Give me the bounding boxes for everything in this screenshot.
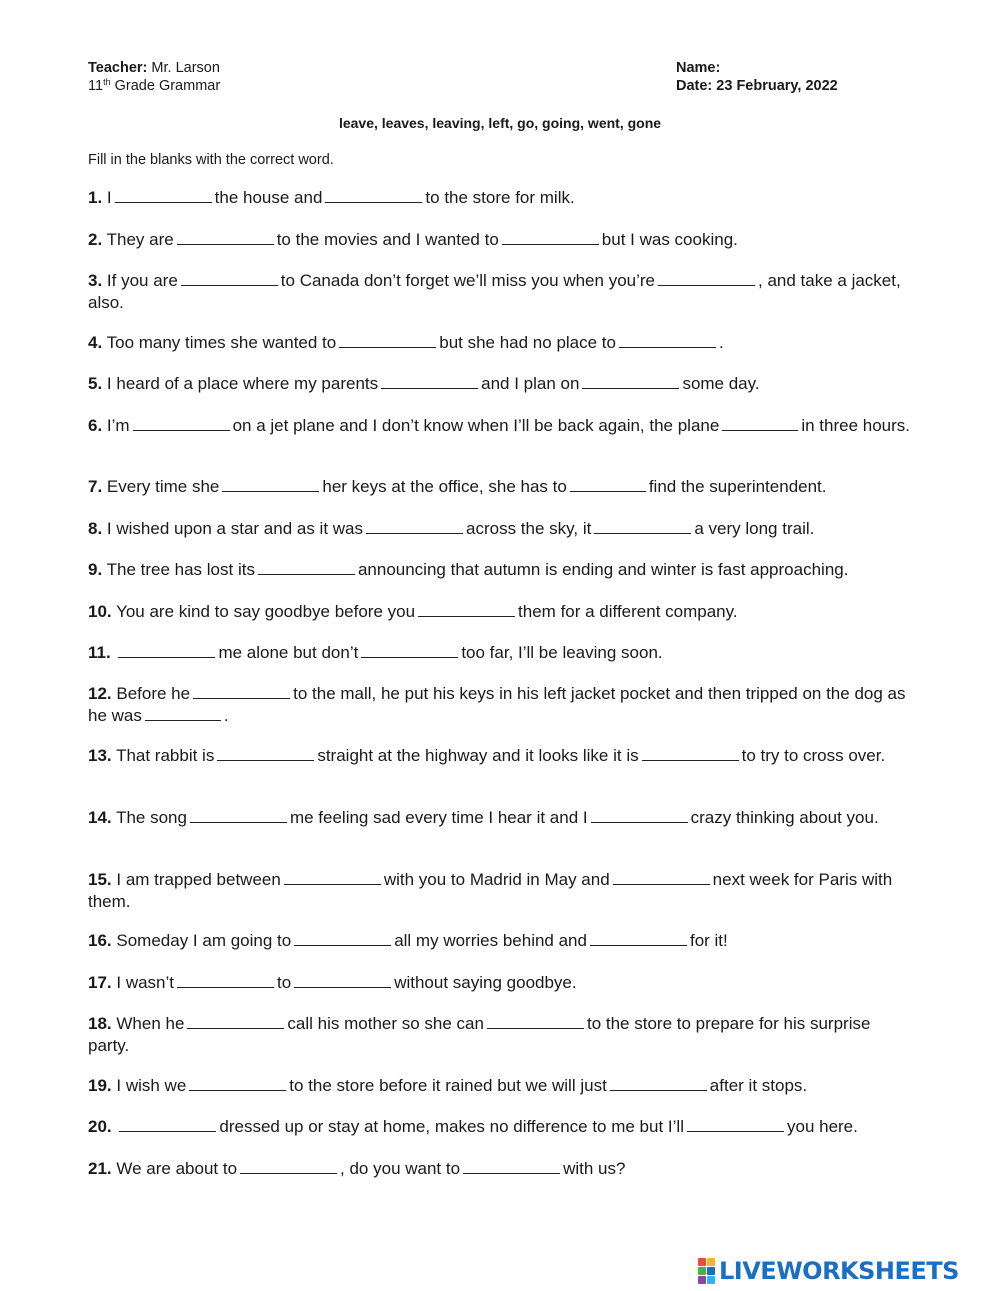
answer-blank[interactable] bbox=[294, 930, 391, 946]
teacher-info bbox=[88, 59, 220, 95]
answer-blank[interactable] bbox=[418, 601, 515, 617]
question-text: next week for Paris with them. bbox=[88, 870, 893, 911]
answer-blank[interactable] bbox=[294, 972, 391, 988]
date-label: Date: 23 February, 2022 bbox=[676, 78, 838, 94]
answer-blank[interactable] bbox=[193, 683, 290, 699]
question-text: in three hours. bbox=[801, 416, 911, 435]
answer-blank[interactable] bbox=[177, 229, 274, 245]
question-item bbox=[88, 601, 910, 623]
question-number: 16. bbox=[88, 931, 112, 950]
question-text: call his mother so she can bbox=[287, 1014, 484, 1033]
question-number: 11. bbox=[88, 643, 111, 662]
question-text: to the store to prepare for his surprise party. bbox=[88, 1014, 871, 1055]
question-text: Before he bbox=[116, 684, 191, 703]
grade-suffix: th bbox=[103, 77, 111, 87]
question-text: to the movies and I wanted to bbox=[276, 230, 499, 249]
question-number: 10. bbox=[88, 602, 112, 621]
question-text: crazy thinking about you. bbox=[690, 808, 879, 827]
logo-mark-icon bbox=[698, 1258, 715, 1284]
question-text: all my worries behind and bbox=[394, 931, 587, 950]
answer-blank[interactable] bbox=[177, 972, 274, 988]
answer-blank[interactable] bbox=[381, 373, 478, 389]
question-text: When he bbox=[116, 1014, 185, 1033]
answer-blank[interactable] bbox=[258, 559, 355, 575]
answer-blank[interactable] bbox=[590, 930, 687, 946]
answer-blank[interactable] bbox=[222, 476, 319, 492]
question-item bbox=[88, 415, 910, 437]
question-number: 20. bbox=[88, 1117, 112, 1136]
question-text: I wasn’t bbox=[116, 973, 175, 992]
question-number: 15. bbox=[88, 870, 112, 889]
logo-square bbox=[698, 1276, 706, 1284]
question-text: across the sky, it bbox=[466, 519, 592, 538]
answer-blank[interactable] bbox=[325, 187, 422, 203]
question-text: , and take a jacket, also. bbox=[88, 271, 901, 312]
question-text: her keys at the office, she has to bbox=[322, 477, 567, 496]
answer-blank[interactable] bbox=[366, 518, 463, 534]
worksheet-title: leave, leaves, leaving, left, go, going, went, gone bbox=[338, 115, 662, 131]
question-item bbox=[88, 972, 910, 994]
question-text: to the store before it rained but we will just bbox=[289, 1076, 607, 1095]
question-item bbox=[88, 930, 910, 952]
question-text: and I plan on bbox=[481, 374, 580, 393]
question-item bbox=[88, 518, 910, 540]
question-number: 1. bbox=[88, 188, 103, 207]
answer-blank[interactable] bbox=[463, 1158, 560, 1174]
answer-blank[interactable] bbox=[133, 415, 230, 431]
question-item bbox=[88, 683, 910, 727]
question-item bbox=[88, 187, 910, 209]
question-text: to bbox=[277, 973, 292, 992]
question-number: 19. bbox=[88, 1076, 112, 1095]
logo-square bbox=[698, 1258, 706, 1266]
question-text: on a jet plane and I don’t know when I’ll be back again, the plane bbox=[232, 416, 720, 435]
question-text: with us? bbox=[563, 1159, 626, 1178]
question-text: , do you want to bbox=[340, 1159, 461, 1178]
question-item bbox=[88, 807, 910, 829]
question-text: too far, I’ll be leaving soon. bbox=[461, 643, 663, 662]
grade-number: 11 bbox=[88, 78, 104, 94]
question-text: to try to cross over. bbox=[741, 746, 886, 765]
logo-square bbox=[707, 1267, 715, 1275]
logo-text: LIVEWORKSHEETS bbox=[719, 1257, 959, 1285]
question-text: Too many times she wanted to bbox=[106, 333, 337, 352]
question-text: We are about to bbox=[116, 1159, 238, 1178]
question-text: I bbox=[106, 188, 112, 207]
answer-blank[interactable] bbox=[284, 869, 381, 885]
question-number: 12. bbox=[88, 684, 112, 703]
answer-blank[interactable] bbox=[722, 415, 798, 431]
question-item bbox=[88, 1116, 910, 1138]
answer-blank[interactable] bbox=[361, 642, 458, 658]
question-text: They are bbox=[106, 230, 174, 249]
answer-blank[interactable] bbox=[189, 1075, 286, 1091]
question-number: 13. bbox=[88, 746, 112, 765]
question-item bbox=[88, 1075, 910, 1097]
question-text: some day. bbox=[682, 374, 760, 393]
logo-square bbox=[707, 1258, 715, 1266]
teacher-name: Mr. Larson bbox=[151, 60, 220, 76]
liveworksheets-logo bbox=[698, 1258, 959, 1284]
question-text: me feeling sad every time I hear it and I bbox=[289, 808, 588, 827]
question-number: 2. bbox=[88, 230, 103, 249]
instructions: Fill in the blanks with the correct word. bbox=[88, 152, 334, 168]
question-number: 4. bbox=[88, 333, 103, 352]
answer-blank[interactable] bbox=[181, 270, 278, 286]
question-item bbox=[88, 476, 910, 498]
answer-blank[interactable] bbox=[610, 1075, 707, 1091]
question-text: The song bbox=[116, 808, 187, 827]
question-text: but she had no place to bbox=[439, 333, 616, 352]
question-text: The tree has lost its bbox=[106, 560, 255, 579]
question-item bbox=[88, 373, 910, 395]
question-item bbox=[88, 1013, 910, 1057]
answer-blank[interactable] bbox=[190, 807, 287, 823]
question-text: If you are bbox=[106, 271, 178, 290]
answer-blank[interactable] bbox=[591, 807, 688, 823]
name-label: Name: bbox=[676, 60, 721, 76]
question-number: 7. bbox=[88, 477, 103, 496]
question-text: me alone but don’t bbox=[218, 643, 359, 662]
question-text: them for a different company. bbox=[518, 602, 738, 621]
teacher-label: Teacher: bbox=[88, 60, 148, 76]
question-item bbox=[88, 229, 910, 251]
answer-blank[interactable] bbox=[115, 187, 212, 203]
question-text: straight at the highway and it looks like it is bbox=[317, 746, 639, 765]
question-item bbox=[88, 869, 910, 913]
question-text: announcing that autumn is ending and winter is fast approaching. bbox=[357, 560, 849, 579]
question-text: after it stops. bbox=[709, 1076, 808, 1095]
question-text: but I was cooking. bbox=[601, 230, 738, 249]
answer-blank[interactable] bbox=[570, 476, 646, 492]
answer-blank[interactable] bbox=[642, 745, 739, 761]
answer-blank[interactable] bbox=[145, 705, 221, 721]
question-text: with you to Madrid in May and bbox=[383, 870, 610, 889]
question-item bbox=[88, 642, 910, 664]
logo-square bbox=[707, 1276, 715, 1284]
answer-blank[interactable] bbox=[119, 1116, 216, 1132]
question-number: 18. bbox=[88, 1014, 112, 1033]
answer-blank[interactable] bbox=[502, 229, 599, 245]
question-text: you here. bbox=[786, 1117, 858, 1136]
answer-blank[interactable] bbox=[619, 332, 716, 348]
question-item bbox=[88, 1158, 910, 1180]
question-text: I’m bbox=[106, 416, 130, 435]
question-text: . bbox=[223, 706, 229, 725]
answer-blank[interactable] bbox=[217, 745, 314, 761]
question-text: dressed up or stay at home, makes no difference to me but I’ll bbox=[219, 1117, 684, 1136]
question-number: 3. bbox=[88, 271, 103, 290]
question-text: Someday I am going to bbox=[116, 931, 292, 950]
question-number: 5. bbox=[88, 374, 103, 393]
answer-blank[interactable] bbox=[613, 869, 710, 885]
grade-text: Grade Grammar bbox=[114, 78, 221, 94]
question-number: 17. bbox=[88, 973, 112, 992]
question-text: I am trapped between bbox=[116, 870, 281, 889]
question-number: 21. bbox=[88, 1159, 112, 1178]
question-number: 14. bbox=[88, 808, 112, 827]
answer-blank[interactable] bbox=[658, 270, 755, 286]
question-number: 8. bbox=[88, 519, 103, 538]
question-text: to Canada don’t forget we’ll miss you when you’re bbox=[280, 271, 655, 290]
question-text: . bbox=[718, 333, 724, 352]
question-text: for it! bbox=[689, 931, 728, 950]
question-number: 9. bbox=[88, 560, 103, 579]
answer-blank[interactable] bbox=[339, 332, 436, 348]
answer-blank[interactable] bbox=[687, 1116, 784, 1132]
question-text: You are kind to say goodbye before you bbox=[116, 602, 416, 621]
question-item bbox=[88, 745, 910, 767]
logo-square bbox=[698, 1267, 706, 1275]
answer-blank[interactable] bbox=[487, 1013, 584, 1029]
question-text: to the store for milk. bbox=[425, 188, 575, 207]
question-item bbox=[88, 270, 910, 314]
question-text: without saying goodbye. bbox=[394, 973, 577, 992]
question-text: the house and bbox=[214, 188, 323, 207]
question-number: 6. bbox=[88, 416, 103, 435]
question-text: Every time she bbox=[106, 477, 220, 496]
question-text: I wish we bbox=[116, 1076, 187, 1095]
answer-blank[interactable] bbox=[582, 373, 679, 389]
answer-blank[interactable] bbox=[187, 1013, 284, 1029]
student-info bbox=[676, 59, 838, 95]
question-item bbox=[88, 332, 910, 354]
question-text: I wished upon a star and as it was bbox=[106, 519, 364, 538]
answer-blank[interactable] bbox=[594, 518, 691, 534]
question-text: a very long trail. bbox=[694, 519, 815, 538]
question-text: That rabbit is bbox=[116, 746, 215, 765]
question-text: I heard of a place where my parents bbox=[106, 374, 379, 393]
question-text: find the superintendent. bbox=[648, 477, 827, 496]
question-item bbox=[88, 559, 910, 581]
question-text: to the mall, he put his keys in his left jacket pocket and then tripped on the dog as he was bbox=[88, 684, 906, 725]
answer-blank[interactable] bbox=[118, 642, 215, 658]
answer-blank[interactable] bbox=[240, 1158, 337, 1174]
